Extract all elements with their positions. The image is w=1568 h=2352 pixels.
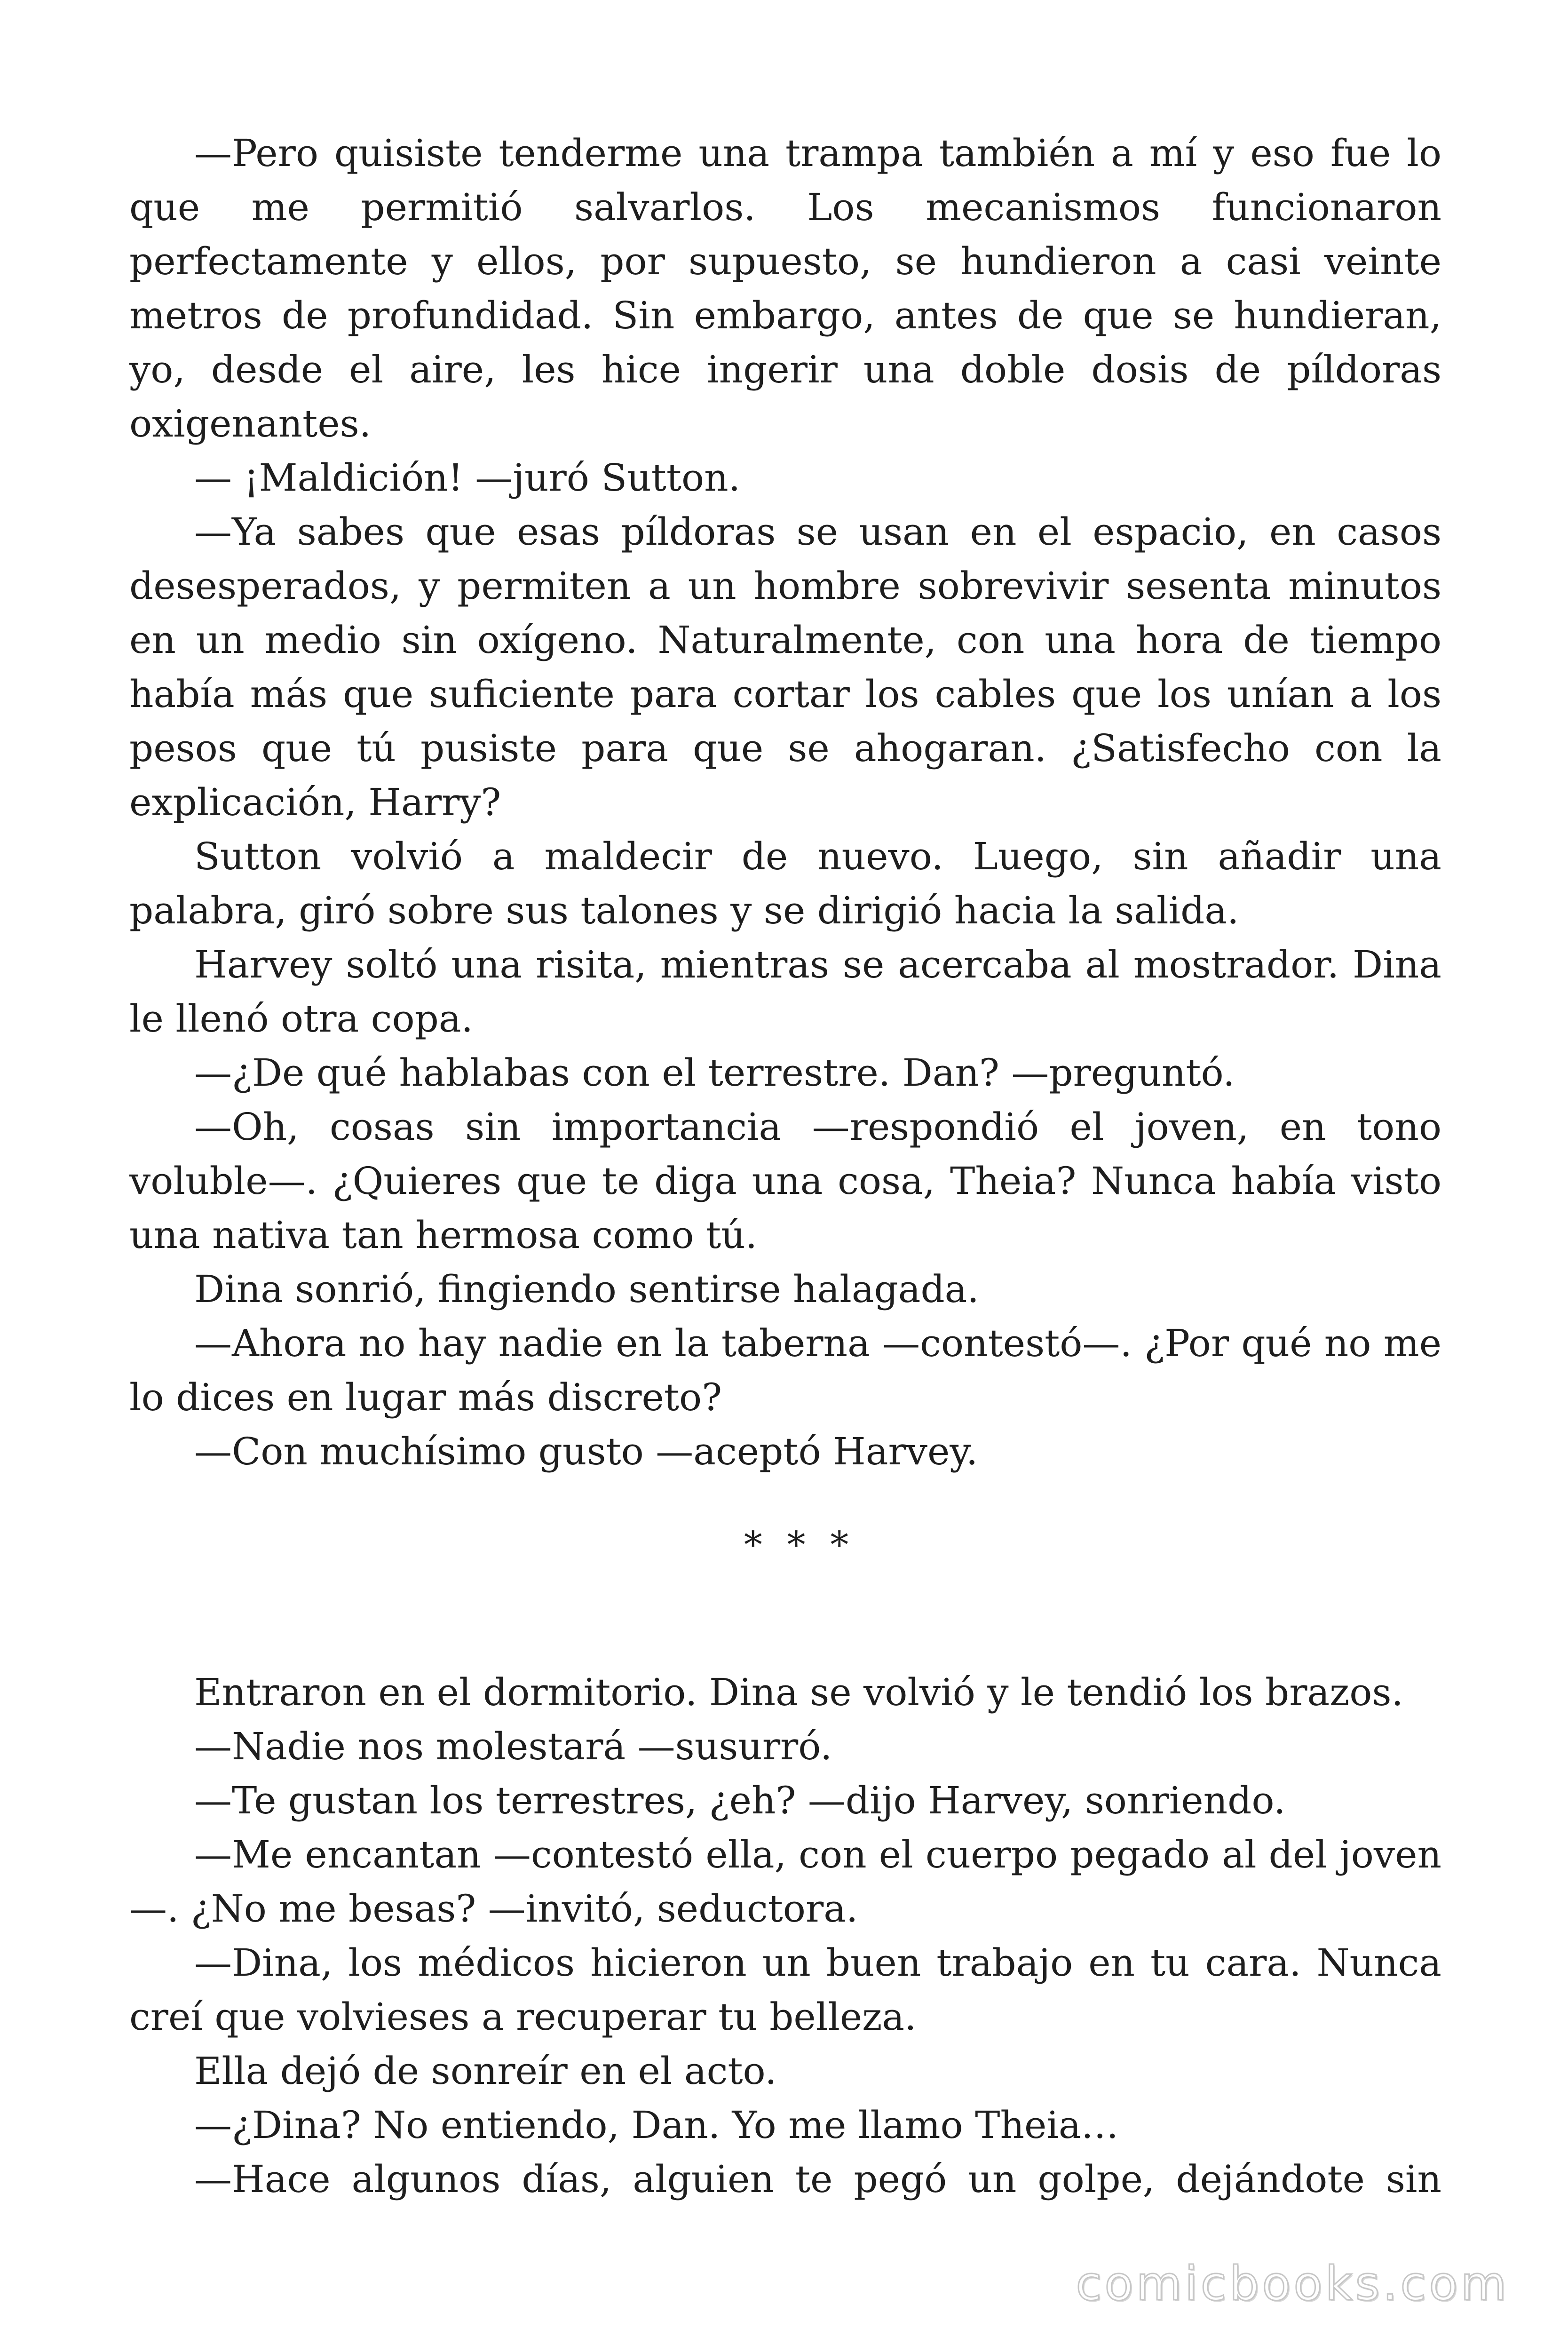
paragraph: —Me encantan —contestó ella, con el cuerpo pegado al del joven—. ¿No me besas? —invitó, seductora.	[129, 1833, 1441, 1931]
watermark: comicbooks.com	[1076, 2256, 1509, 2311]
paragraph: Sutton volvió a maldecir de nuevo. Luego, sin añadir una palabra, giró sobre sus talones y se dirigió hacia la salida.	[129, 834, 1441, 932]
paragraph: —Pero quisiste tenderme una trampa también a mí y eso fue lo que me permitió salvarlos. Los mecanismos funcionaron perfectamente y ellos, por supuesto, se hundieron a casi veinte metros de profundidad. Sin embargo, antes de que se hundieran, yo, desde el aire, les hice ingerir una doble dosis de píldoras oxigenantes.	[129, 131, 1441, 445]
paragraph: —Nadie nos molestará —susurró.	[194, 1724, 832, 1768]
paragraph: — ¡Maldición! —juró Sutton.	[194, 456, 741, 500]
text-section-top	[129, 126, 1441, 1478]
paragraph: Ella dejó de sonreír en el acto.	[194, 2049, 777, 2093]
paragraph: Dina sonrió, fingiendo sentirse halagada.	[194, 1267, 979, 1311]
scene-separator: * * *	[744, 1524, 855, 1566]
paragraph: —Te gustan los terrestres, ¿eh? —dijo Harvey, sonriendo.	[194, 1779, 1286, 1822]
paragraph: —¿Dina? No entiendo, Dan. Yo me llamo Theia…	[194, 2103, 1119, 2147]
paragraph: —¿De qué hablabas con el terrestre. Dan? —preguntó.	[194, 1051, 1235, 1095]
paragraph: —Con muchísimo gusto —aceptó Harvey.	[194, 1430, 978, 1473]
paragraph: —Hace algunos días, alguien te pegó un golpe, dejándote sin	[194, 2157, 1441, 2201]
paragraph: —Dina, los médicos hicieron un buen trabajo en tu cara. Nunca creí que volvieses a recuperar tu belleza.	[129, 1941, 1441, 2039]
text-section-bottom	[129, 1665, 1441, 2206]
paragraph: Entraron en el dormitorio. Dina se volvió y le tendió los brazos.	[194, 1670, 1403, 1714]
paragraph: —Ya sabes que esas píldoras se usan en el espacio, en casos desesperados, y permiten a un hombre sobrevivir sesenta minutos en un medio sin oxígeno. Naturalmente, con una hora de tiempo había más que suficiente para cortar los cables que los unían a los pesos que tú pusiste para que se ahogaran. ¿Satisfecho con la explicación, Harry?	[129, 510, 1441, 824]
paragraph: —Ahora no hay nadie en la taberna —contestó—. ¿Por qué no me lo dices en lugar más discreto?	[129, 1321, 1441, 1419]
paragraph: Harvey soltó una risita, mientras se acercaba al mostrador. Dina le llenó otra copa.	[129, 943, 1441, 1041]
paragraph: —Oh, cosas sin importancia —respondió el joven, en tono voluble—. ¿Quieres que te diga una cosa, Theia? Nunca había visto una nativa tan hermosa como tú.	[129, 1105, 1441, 1257]
